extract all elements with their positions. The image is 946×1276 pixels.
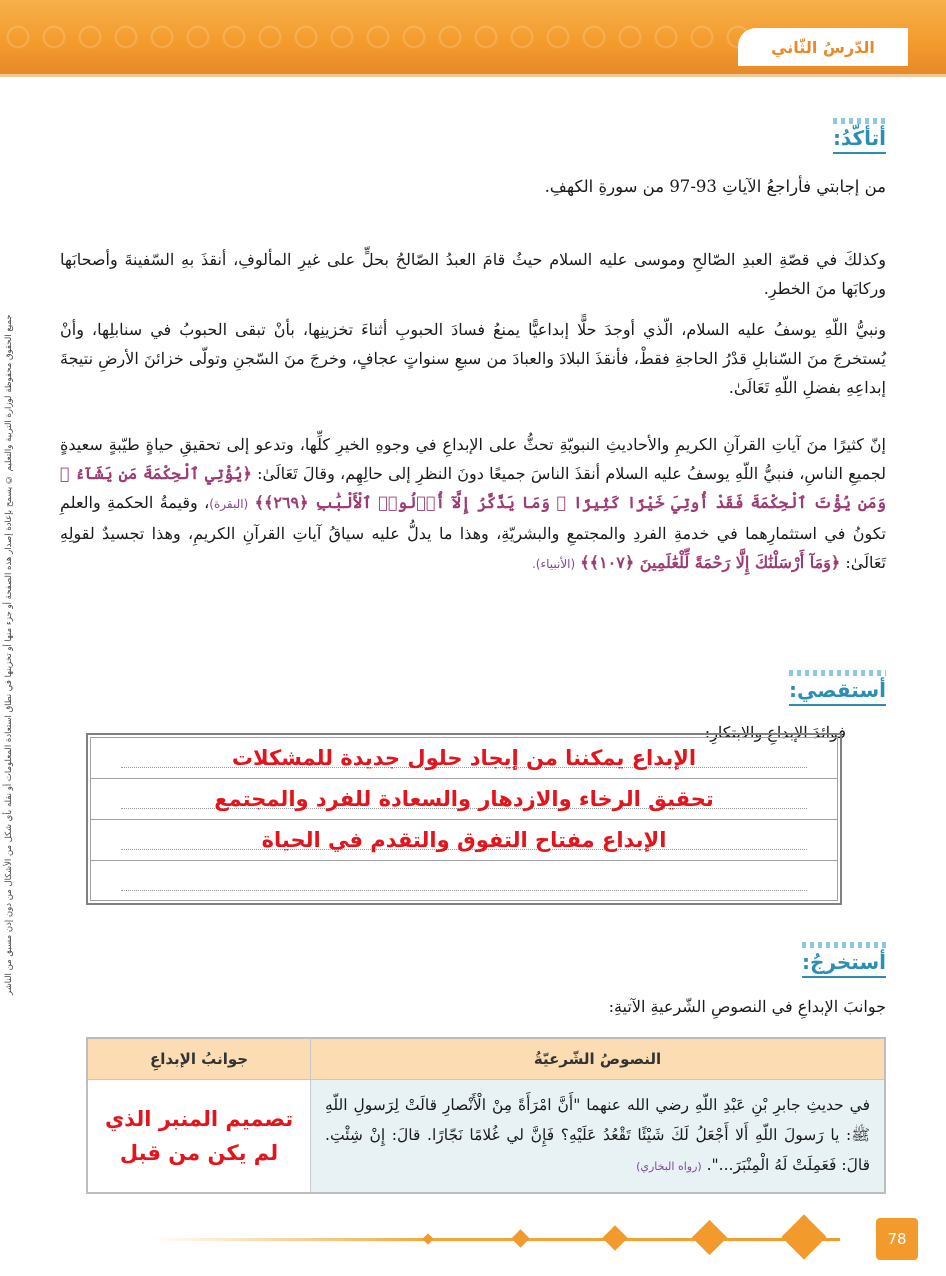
paragraph-text: وكذلكَ في قصّةِ العبدِ الصّالحِ وموسى عليه السلام حيثُ قامَ العبدُ الصّالحُ بحلٍّ على غيرِ المألوفِ، أنقذَ بهِ السّفينةَ وأصحابَها وركابَها منَ الخطرِ. (60, 250, 886, 298)
section-heading-confirm (833, 118, 886, 154)
confirm-instruction: من إجابتي فأراجعُ الآياتِ 93-97 من سورةِ الكهفِ. (544, 177, 886, 196)
footer-star-shape (602, 1225, 627, 1250)
aspect-answer-cell[interactable] (87, 1080, 311, 1194)
footer-star-shape (511, 1229, 529, 1247)
answer-line[interactable] (91, 820, 837, 861)
lesson-label: الدّرسُ الثّاني (738, 28, 908, 66)
hadith-cell (311, 1080, 885, 1194)
answer-text: تحقيق الرخاء والازدهار والسعادة للفرد والمجتمع (214, 787, 714, 811)
answer-lines (90, 737, 838, 901)
paragraph-text: إنّ كثيرًا منَ آياتِ القرآنِ الكريمِ والأحاديثِ النبويّةِ تحثُّ على الإبداعِ في وجوهِ الخيرِ كلِّها، وتدعو إلى تحقيقِ حياةٍ طيّبةٍ سعيدةٍ لجميعِ الناسِ، فنبيُّ اللّهِ يوسفُ عليه السلام أنقذَ الناسَ جميعًا دونَ النظرِ إلى حالِهِم، وقالَ تَعَالَىٰ: (60, 435, 887, 483)
banner-pattern (0, 0, 760, 74)
heading-wave-decoration (789, 670, 886, 676)
paragraph-creativity (60, 430, 886, 579)
heading-underline (833, 152, 886, 154)
verse-reference: (الأنبياء). (531, 557, 576, 571)
footer-decoration-line (150, 1238, 840, 1241)
dotted-line (121, 890, 807, 891)
aspect-answer-line: لم يكن من قبل (119, 1141, 279, 1165)
heading-text: أستخرجُ: (802, 950, 886, 974)
paragraph-story (60, 245, 886, 303)
heading-underline (789, 704, 886, 706)
heading-text: أتأكّدُ: (832, 126, 886, 150)
heading-wave-decoration (833, 118, 886, 124)
column-header-texts: النصوصُ الشّرعيّةُ (311, 1038, 885, 1080)
page-number: 78 (876, 1218, 918, 1260)
section-heading-investigate (789, 670, 886, 706)
answer-box (86, 733, 842, 905)
verse-reference: (البقرة) (209, 497, 249, 511)
heading-wave-decoration (802, 942, 886, 948)
quran-verse: ﴿يُؤْتِي ٱلْحِكْمَةَ مَن يَشَآءُ ۚ وَمَن يُؤْتَ ٱلْحِكْمَةَ فَقَدْ أُوتِيَ خَيْرًا كَثِيرًا ۗ وَمَا يَذَّكَّرُ إِلَّآ أُو۟لُوا۟ ٱلْأَلْبَٰبِ ﴿٢٦٩﴾﴾ (60, 464, 886, 512)
hadith-text: في حديثِ جابرِ بْنِ عَبْدِ اللّهِ رضي الله عنهما "أَنَّ امْرَأَةً مِنْ الْأَنْصارِ قالَتْ لِرَسولِ اللّهِ ﷺ: يا رَسولَ اللّهِ أَلا أَجْعَلُ لَكَ شَيْئًا تَقْعُدُ عَلَيْهِ؟ فَإِنَّ لي غُلامًا نَجّارًا. قالَ: إِنْ شِئْتِ. قالَ: فَعَمِلَتْ لَهُ الْمِنْبَرَ...". (325, 1096, 870, 1174)
answer-line[interactable] (91, 738, 837, 779)
investigate-instruction: فوائدَ الإبداعِ والابتكارِ: (704, 723, 846, 742)
column-header-aspects: جوانبُ الإبداعِ (87, 1038, 311, 1080)
extract-instruction: جوانبَ الإبداعِ في النصوصِ الشّرعيةِ الآتيةِ: (608, 997, 886, 1016)
answer-line[interactable] (91, 779, 837, 820)
answer-text: الإبداع مفتاح التفوق والتقدم في الحياة (261, 828, 667, 852)
answer-text: الإبداع يمكننا من إيجاد حلول جديدة للمشكلات (231, 746, 697, 770)
footer-star-shape (692, 1220, 727, 1255)
copyright-note: جميع الحقوق محفوظة لوزارة التربية والتعليم © يسمح بإعادة إصدار هذه الصفحة أو جزء منها أو تخزينها في نطاق استعادة المعلومات أو نقله بأي شكل من الأشكال من دون إذن مسبق من الناشر (4, 314, 14, 996)
footer-star-shape (422, 1233, 433, 1244)
paragraph-yusuf (60, 315, 886, 402)
answer-line[interactable] (91, 861, 837, 901)
table-row (87, 1080, 885, 1194)
hadith-source: (رواه البخاري) (636, 1160, 702, 1173)
paragraph-text: ، وقيمةُ الحكمةِ والعلمِ تكونُ في استثمارِهما في خدمةِ الفردِ والمجتمعِ والبشريّةِ، وهذا ما يدلُّ عليه سياقُ آياتِ القرآنِ الكريمِ، وهذا تجسيدٌ لقولِهِ تَعَالَىٰ: (60, 493, 886, 572)
paragraph-text: ونبيُّ اللّهِ يوسفُ عليه السلام، الّذي أوجدَ حلًّا إبداعيًّا يمنعُ فسادَ الحبوبِ أثناءَ تخزينِها، بأنْ تبقى الحبوبُ في سنابلِها، وأنْ يُستخرجَ منَ السّنابلِ قدْرُ الحاجةِ فقطْ، فأنقذَ البلادَ والعبادَ من سبعِ سنواتٍ عجافٍ، وخرجَ منَ السّجنِ وتولّى خزائنَ الأرضِ نتيجةَ إبداعِهِ بفضلِ اللّهِ تَعَالَىٰ. (60, 320, 886, 397)
footer-star-shape (781, 1214, 826, 1259)
sources-table (86, 1037, 886, 1194)
quran-verse: ﴿وَمَآ أَرْسَلْنَٰكَ إِلَّا رَحْمَةً لِّلْعَٰلَمِينَ ﴿١٠٧﴾﴾ (580, 553, 841, 572)
heading-underline (802, 976, 886, 978)
section-heading-extract (802, 942, 886, 978)
header-banner (0, 0, 946, 77)
heading-text: أستقصي: (788, 678, 886, 702)
aspect-answer-line: تصميم المنبر الذي (104, 1107, 294, 1131)
table-header-row (87, 1038, 885, 1080)
